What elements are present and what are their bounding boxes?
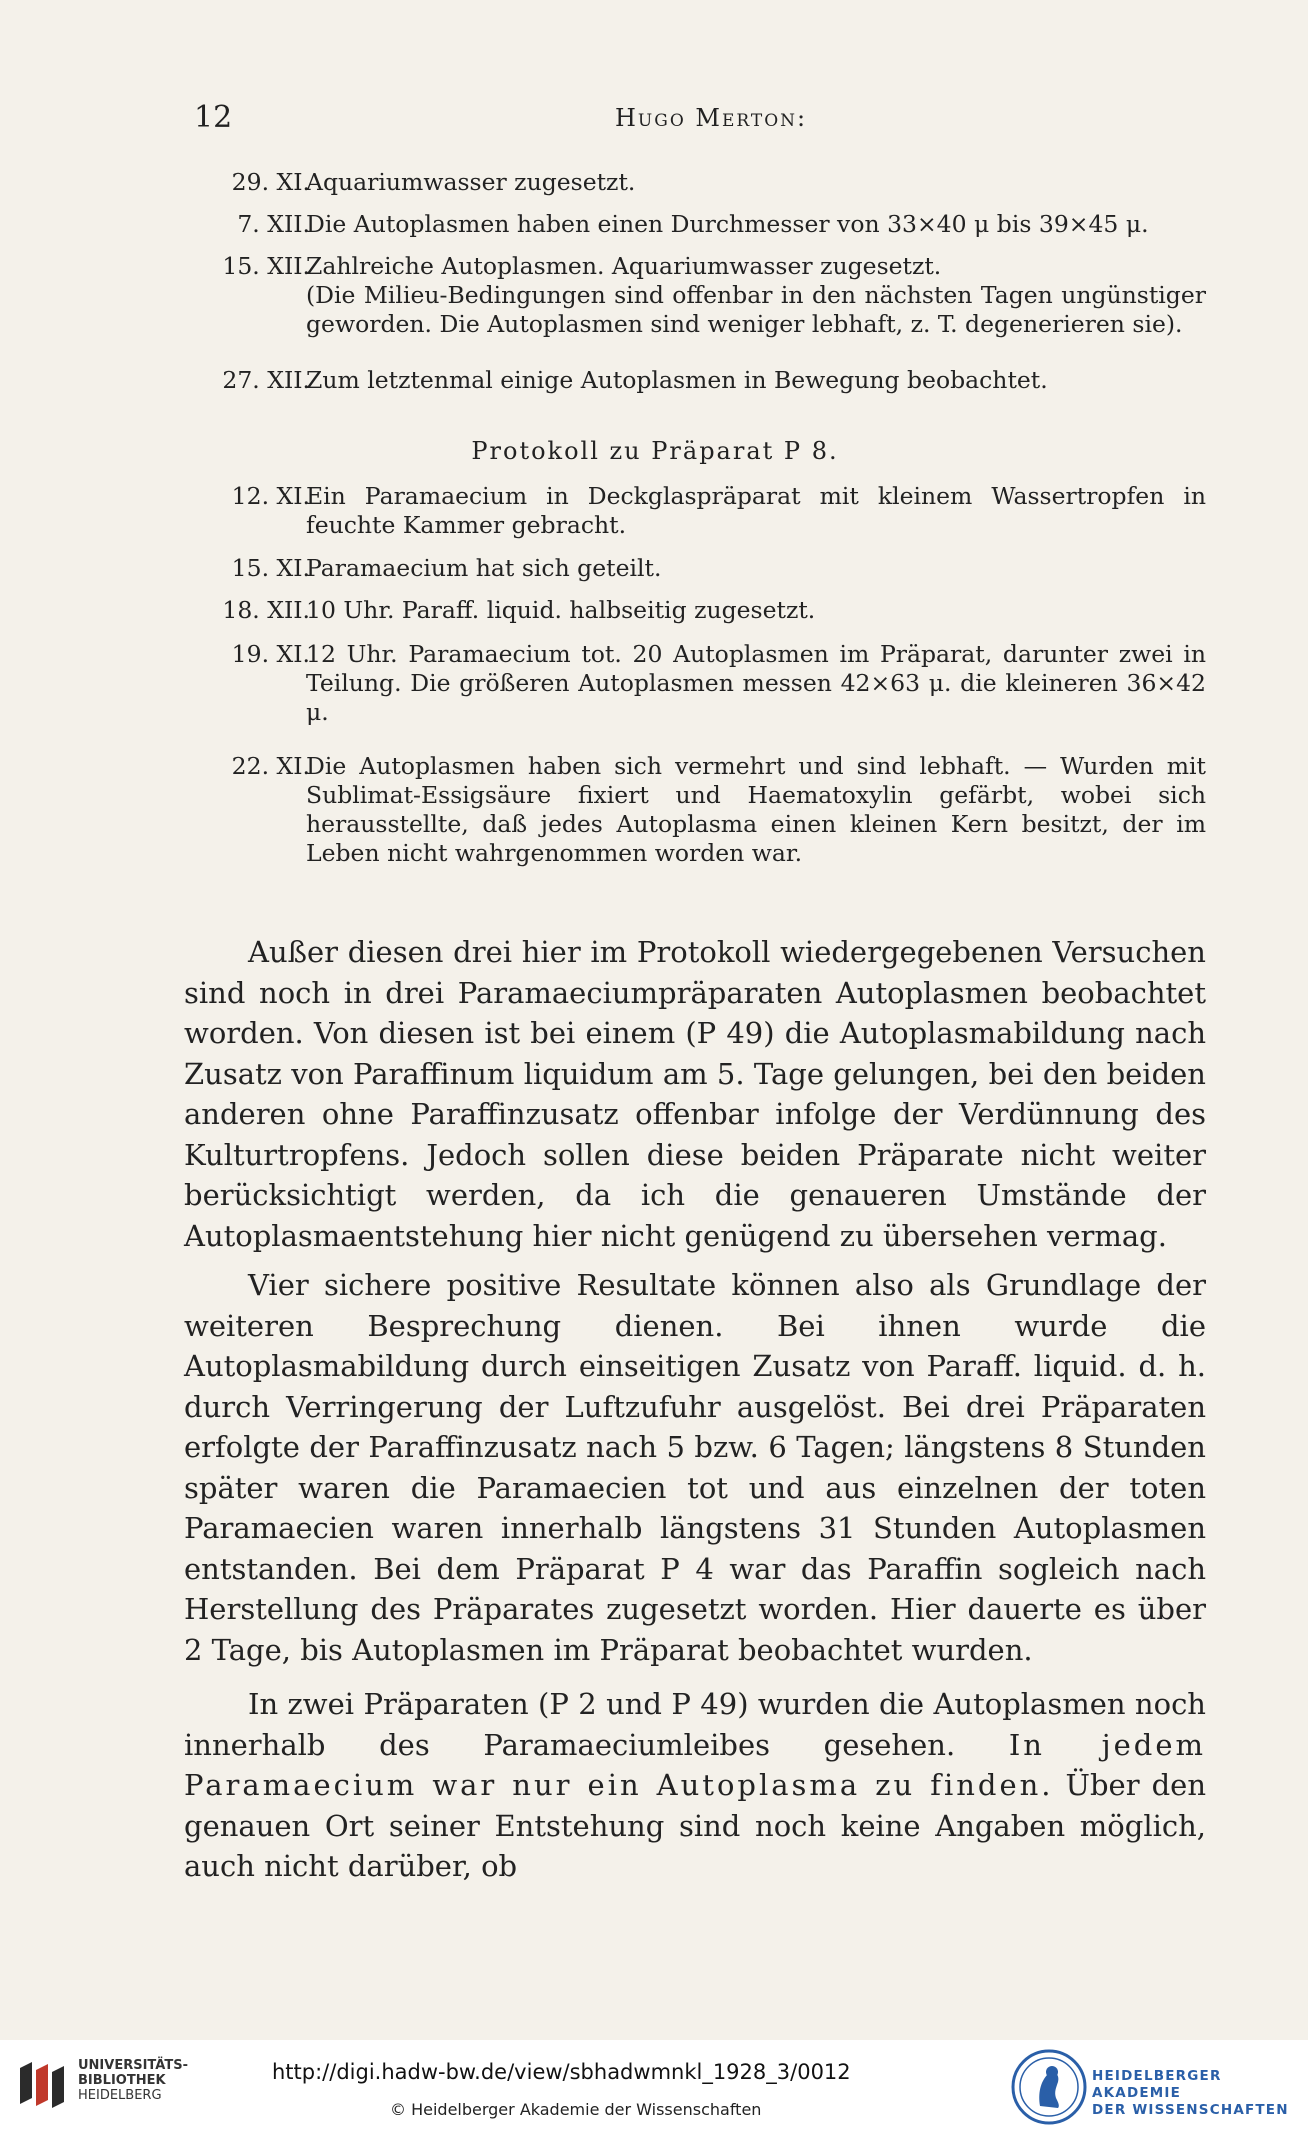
entry-text: Die Autoplasmen haben einen Durchmesser von 33×40 μ bis 39×45 μ.: [306, 210, 1149, 238]
academy-name: [1092, 2068, 1308, 2119]
source-url-link[interactable]: http://digi.hadw-bw.de/view/sbhadwmnkl_1928_3/0012: [272, 2060, 851, 2084]
entry-date: 12. XI.: [231, 482, 310, 510]
entry-date: 15. XII.: [222, 252, 310, 280]
entry-text: Aquariumwasser zugesetzt.: [306, 168, 636, 196]
emphasized-text: In jedem Paramaecium war nur ein Autoplasma zu finden.: [184, 1727, 1206, 1802]
entry-date: 15. XI.: [231, 554, 310, 582]
academy-seal-icon: [1010, 2048, 1088, 2126]
library-line: BIBLIOTHEK: [78, 2073, 166, 2088]
body-paragraph: Vier sichere positive Resultate können also als Grundlage der weiteren Besprechung dienen. Bei ihnen wurde die Autoplasmabildung durch einseitigen Zusatz von Paraff. liquid. d. h. durch Verringerung der Luftzufuhr ausgelöst. Bei drei Präparaten erfolgte der Paraffinzusatz nach 5 bzw. 6 Tagen; längstens 8 Stunden später waren die Paramaecien tot und aus einzelnen der toten Paramaecien waren innerhalb längstens 31 Stunden Autoplasmen entstanden. Bei dem Präparat P 4 war das Paraffin sogleich nach Herstellung des Präparates zugesetzt worden. Hier dauerte es über 2 Tage, bis Autoplasmen im Präparat beobachtet wurden.: [184, 1268, 1206, 1667]
entry-date: 7. XII.: [237, 210, 310, 238]
entry-text: Zahlreiche Autoplasmen. Aquariumwasser zugesetzt.: [306, 252, 942, 280]
entry-text: 10 Uhr. Paraff. liquid. halbseitig zugesetzt.: [306, 596, 816, 624]
body-paragraph: [184, 1684, 1206, 1887]
academy-line: DER WISSENSCHAFTEN: [1092, 2102, 1289, 2118]
library-line: UNIVERSITÄTS-: [78, 2058, 188, 2073]
entry-date: 19. XI.: [231, 640, 310, 668]
entry-text: Zum letztenmal einige Autoplasmen in Bewegung beobachtet.: [306, 366, 1048, 394]
entry-date: 18. XII.: [222, 596, 310, 624]
paragraph-text: Über den genauen Ort seiner Entstehung sind noch keine Angaben möglich, auch nicht darüber, ob: [184, 1768, 1206, 1883]
body-paragraph: Außer diesen drei hier im Protokoll wiedergegebenen Versuchen sind noch in drei Paramaeciumpräparaten Autoplasmen beobachtet worden. Von diesen ist bei einem (P 49) die Autoplasmabildung nach Zusatz von Paraffinum liquidum am 5. Tage gelungen, bei den beiden anderen ohne Paraffinzusatz offenbar infolge der Verdünnung des Kulturtropfens. Jedoch sollen diese beiden Präparate nicht weiter berücksichtigt werden, da ich die genaueren Umstände der Autoplasmaentstehung hier nicht genügend zu übersehen vermag.: [184, 935, 1206, 1253]
library-line: HEIDELBERG: [78, 2088, 162, 2103]
entry-text: Die Autoplasmen haben sich vermehrt und sind lebhaft. — Wurden mit Sublimat-Essigsäure fixiert und Haematoxylin gefärbt, wobei sich herausstellte, daß jedes Autoplasma einen kleinen Kern besitzt, der im Leben nicht wahrgenommen worden war.: [306, 752, 1206, 867]
entry-text: Ein Paramaecium in Deckglaspräparat mit kleinem Wassertropfen in feuchte Kammer gebracht.: [306, 482, 1206, 539]
page-number: 12: [194, 100, 233, 135]
entry-text: 12 Uhr. Paramaecium tot. 20 Autoplasmen im Präparat, darunter zwei in Teilung. Die größeren Autoplasmen messen 42×63 μ. die kleineren 36×42 μ.: [306, 640, 1206, 726]
copyright-notice: © Heidelberger Akademie der Wissenschaften: [390, 2100, 762, 2119]
protocol-heading: Protokoll zu Präparat P 8.: [471, 437, 839, 465]
academy-line: HEIDELBERGER AKADEMIE: [1092, 2068, 1222, 2101]
running-head-author: Hugo Merton:: [615, 104, 808, 132]
entry-text: Paramaecium hat sich geteilt.: [306, 554, 662, 582]
entry-date: 27. XII.: [222, 366, 310, 394]
paragraph-text: In zwei Präparaten (P 2 und P 49) wurden die Autoplasmen noch innerhalb des Paramaeciumleibes gesehen.: [184, 1687, 1206, 1762]
library-name: [78, 2058, 188, 2103]
entry-text: (Die Milieu-Bedingungen sind offenbar in den nächsten Tagen ungünstiger geworden. Die Autoplasmen sind weniger lebhaft, z. T. degenerieren sie).: [306, 281, 1206, 338]
library-logo-icon: [14, 2054, 74, 2114]
footer-bar: [0, 2040, 1308, 2134]
entry-date: 29. XI.: [231, 168, 310, 196]
entry-date: 22. XI.: [231, 752, 310, 780]
running-header: [190, 100, 1110, 140]
